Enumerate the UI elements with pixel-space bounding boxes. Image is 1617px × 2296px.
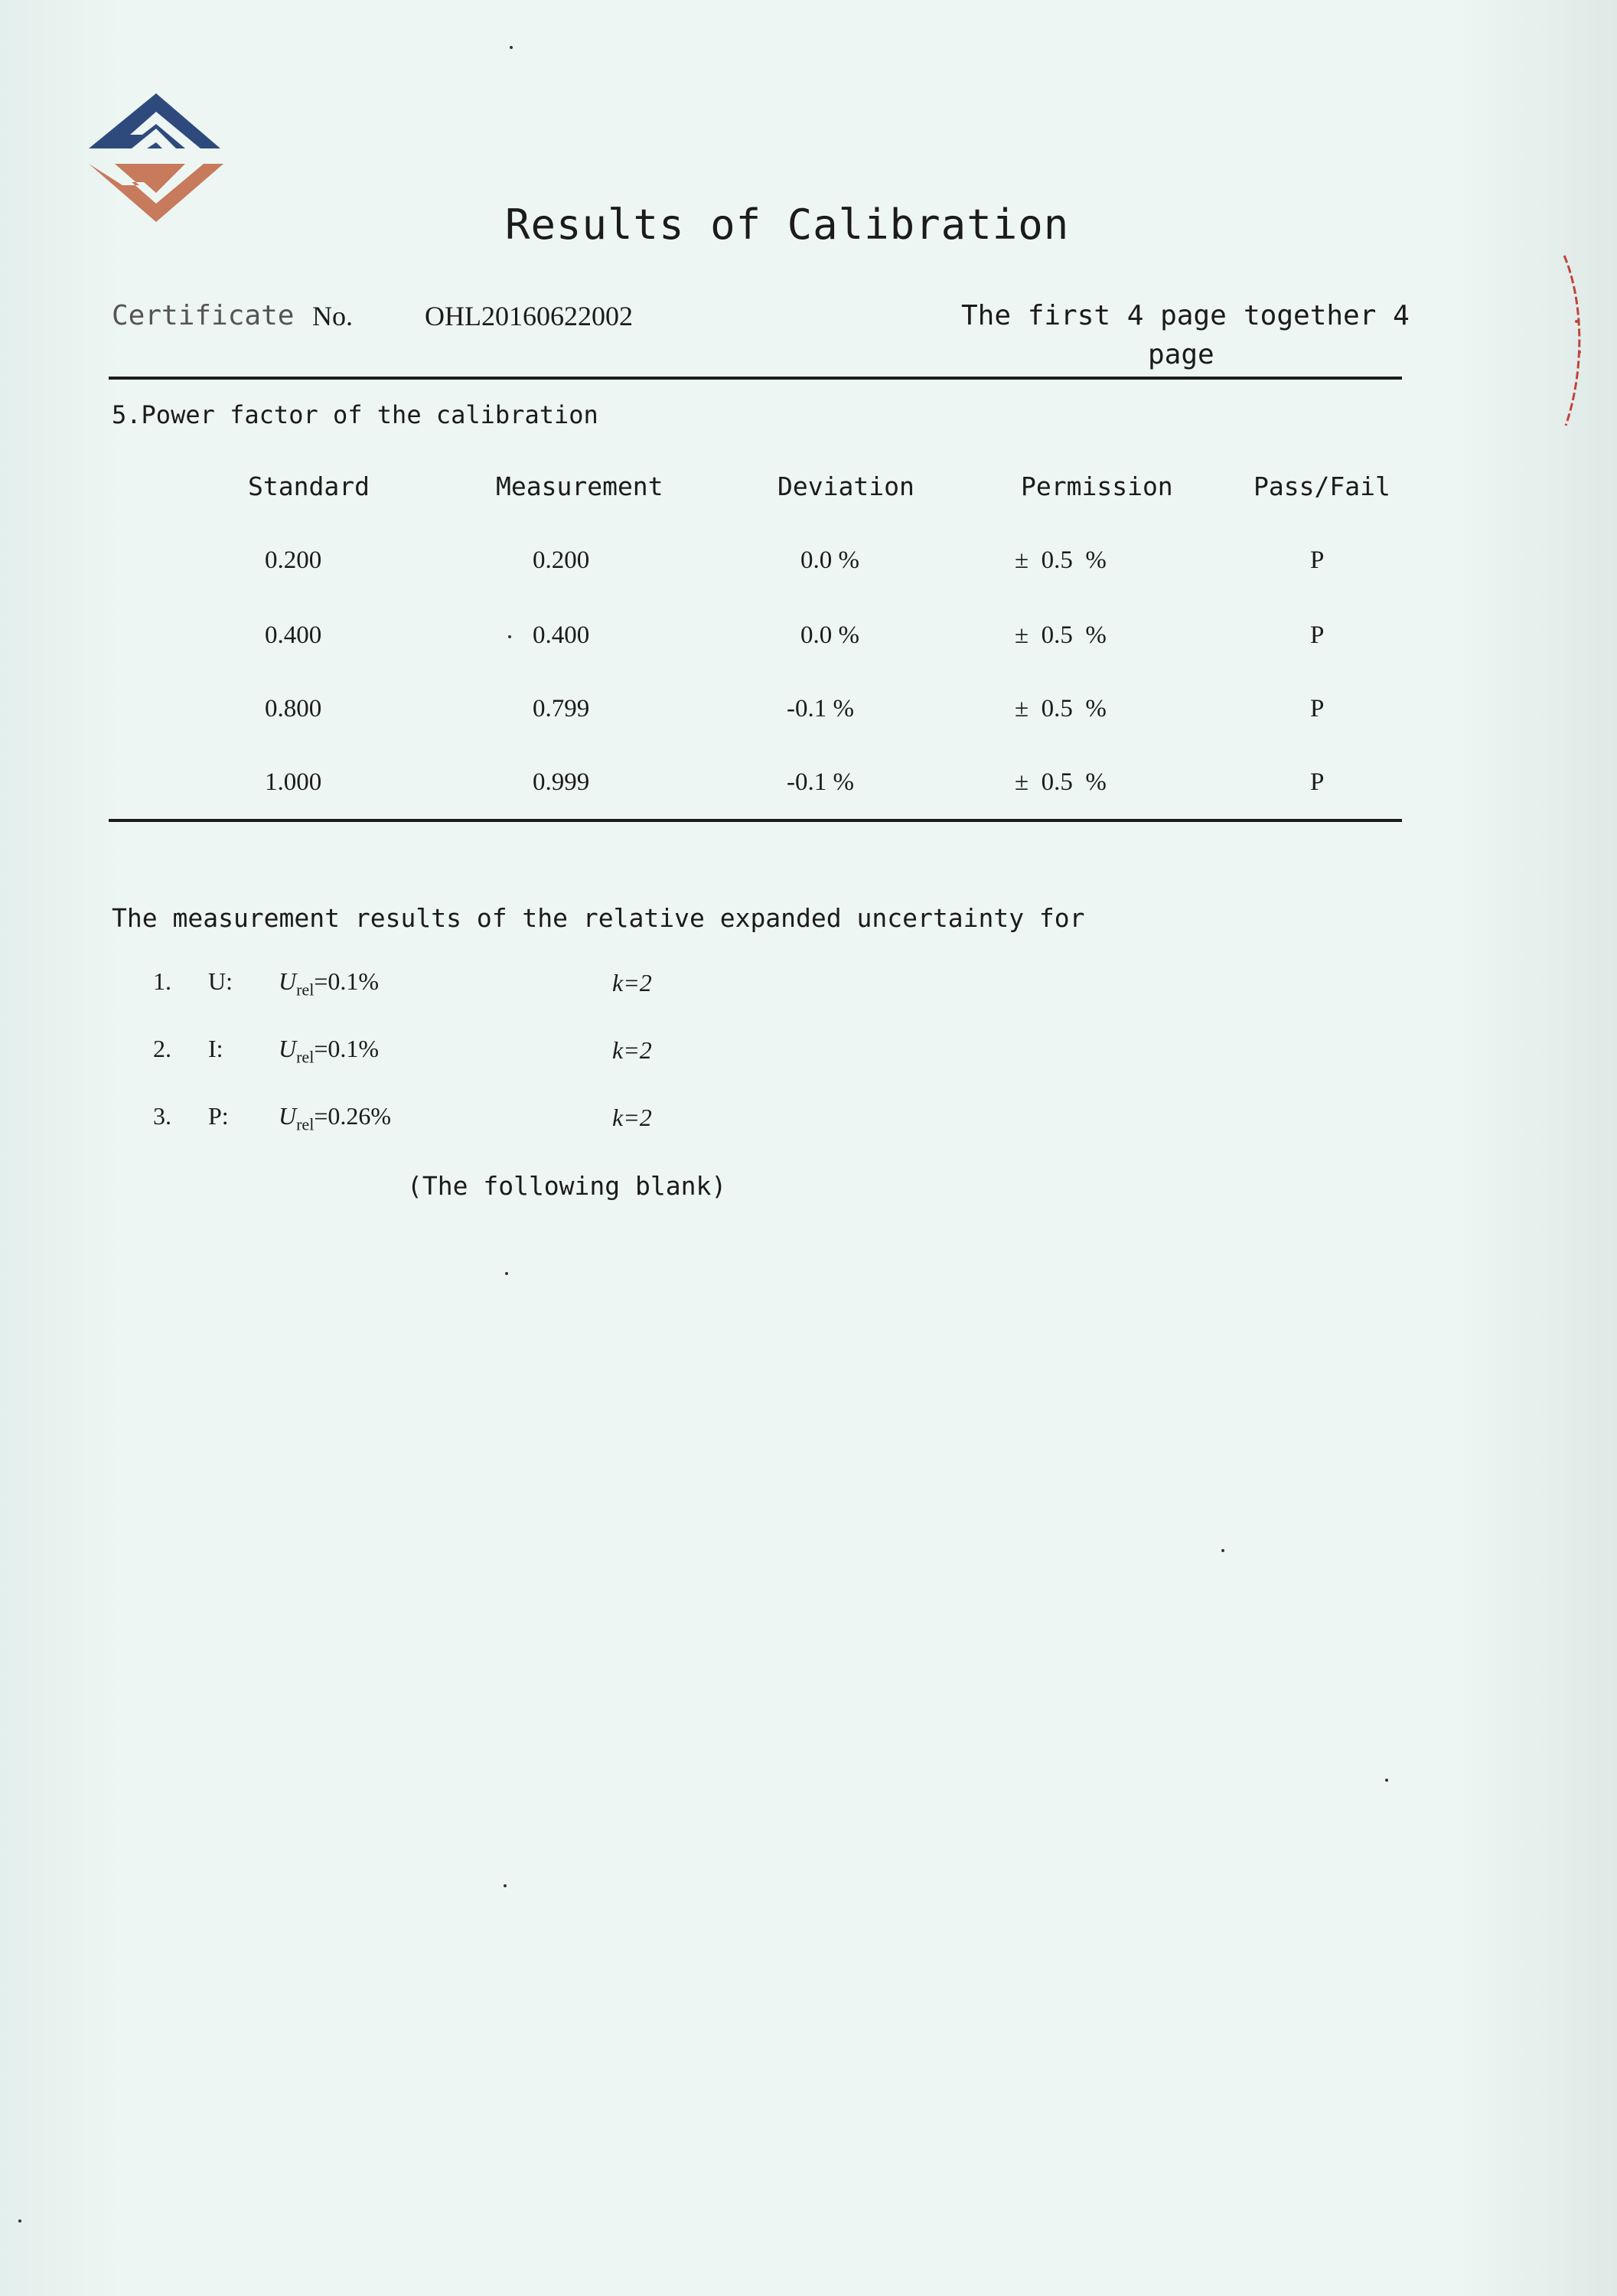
item-number: 1. [153, 967, 171, 995]
item-quantity: U: [208, 967, 233, 995]
item-quantity: P: [208, 1102, 229, 1130]
header-standard: Standard [248, 471, 370, 501]
item-coverage-factor: k=2 [612, 1104, 652, 1131]
item-number: 2. [153, 1035, 171, 1062]
item-number: 3. [153, 1102, 171, 1130]
header-permission: Permission [1021, 471, 1173, 501]
table-cell: P [1310, 768, 1325, 796]
red-stamp-fragment [1560, 253, 1590, 429]
table-cell: P [1310, 546, 1325, 574]
header-pass-fail: Pass/Fail [1254, 471, 1390, 501]
scan-speck [510, 46, 513, 49]
uncertainty-intro: The measurement results of the relative expanded uncertainty for [112, 903, 1085, 933]
page-info-continued: page [1148, 339, 1214, 370]
item-coverage-factor: k=2 [612, 1036, 652, 1064]
table-cell: 0.400 [265, 621, 322, 649]
table-cell: 0.200 [533, 546, 590, 574]
table-cell: -0.1 % [787, 768, 854, 796]
table-cell: 0.799 [533, 695, 590, 722]
page-info: The first 4 page [961, 300, 1227, 331]
table-cell: 0.400 [533, 621, 590, 649]
certificate-number: OHL20160622002 [425, 301, 633, 331]
item-quantity: I: [208, 1035, 223, 1062]
table-cell: 0.200 [265, 546, 322, 574]
header-deviation: Deviation [778, 471, 914, 501]
item-symbol: $U_{rel}=0.1\%$ [279, 967, 380, 1000]
scan-speck [1385, 1779, 1388, 1782]
table-cell: ± 0.5 % [1015, 546, 1107, 574]
header-rule [109, 377, 1402, 380]
scan-speck [508, 635, 511, 638]
closing-note: (The following blank) [407, 1171, 727, 1201]
table-cell: P [1310, 695, 1325, 722]
header-measurement: Measurement [496, 471, 663, 501]
scan-speck [18, 2219, 21, 2223]
section-heading: 5.Power factor of the calibration [112, 400, 598, 429]
page-title: Results of Calibration [505, 201, 1070, 249]
certificate-label: Certificate [112, 300, 295, 331]
table-cell: 1.000 [265, 768, 322, 796]
table-cell: 0.800 [265, 695, 322, 722]
table-cell: P [1310, 621, 1325, 649]
certificate-no-label: No. [312, 301, 353, 331]
scan-speck [504, 1884, 507, 1887]
item-symbol: $U_{rel}=0.1\%$ [279, 1035, 380, 1067]
company-logo [86, 90, 227, 225]
table-cell: ± 0.5 % [1015, 695, 1107, 722]
table-cell: 0.999 [533, 768, 590, 796]
table-cell: ± 0.5 % [1015, 768, 1107, 796]
item-coverage-factor: k=2 [612, 969, 652, 996]
table-cell: 0.0 % [800, 546, 859, 574]
item-symbol: $U_{rel}=0.26\%$ [279, 1102, 392, 1134]
page-total: together 4 [1244, 300, 1410, 331]
table-cell: 0.0 % [800, 621, 859, 649]
table-cell: ± 0.5 % [1015, 621, 1107, 649]
scan-speck [1221, 1549, 1224, 1552]
table-bottom-rule [109, 819, 1402, 822]
scan-speck [505, 1272, 508, 1275]
table-cell: -0.1 % [787, 695, 854, 722]
